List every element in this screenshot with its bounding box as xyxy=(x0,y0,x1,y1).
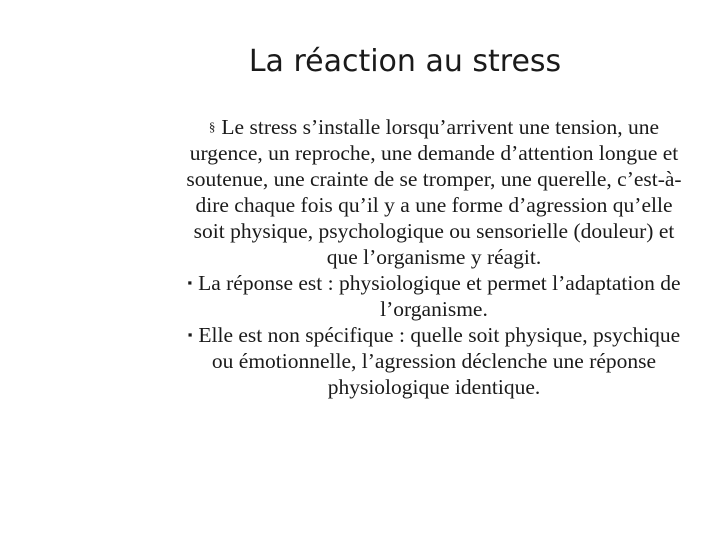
square-bullet-icon: ▪ xyxy=(187,275,193,290)
bullet-text: Le stress s’installe lorsqu’arrivent une tension, une urgence, un reproche, une demande d’attention longue et soutenue, une crainte de se tromper, une querelle, c’est-à-dire chaque fois qu’il y a une forme d’agression qu’elle soit physique, psychologique ou sensorielle (douleur) et que l’organisme y réagit. xyxy=(186,115,682,269)
bullet-text: Elle est non spécifique : quelle soit physique, psychique ou émotionnelle, l’agression déclenche une réponse physiologique identique. xyxy=(198,323,681,399)
bullet-item-stress-definition xyxy=(180,114,688,270)
bullet-text: La réponse est : physiologique et permet l’adaptation de l’organisme. xyxy=(198,271,681,321)
bullet-item-response xyxy=(180,270,688,322)
section-sign-bullet-icon: § xyxy=(208,119,216,134)
slide-title: La réaction au stress xyxy=(248,44,562,79)
slide-body xyxy=(180,114,688,400)
bullet-item-non-specific xyxy=(180,322,688,400)
square-bullet-icon: ▪ xyxy=(187,327,193,342)
